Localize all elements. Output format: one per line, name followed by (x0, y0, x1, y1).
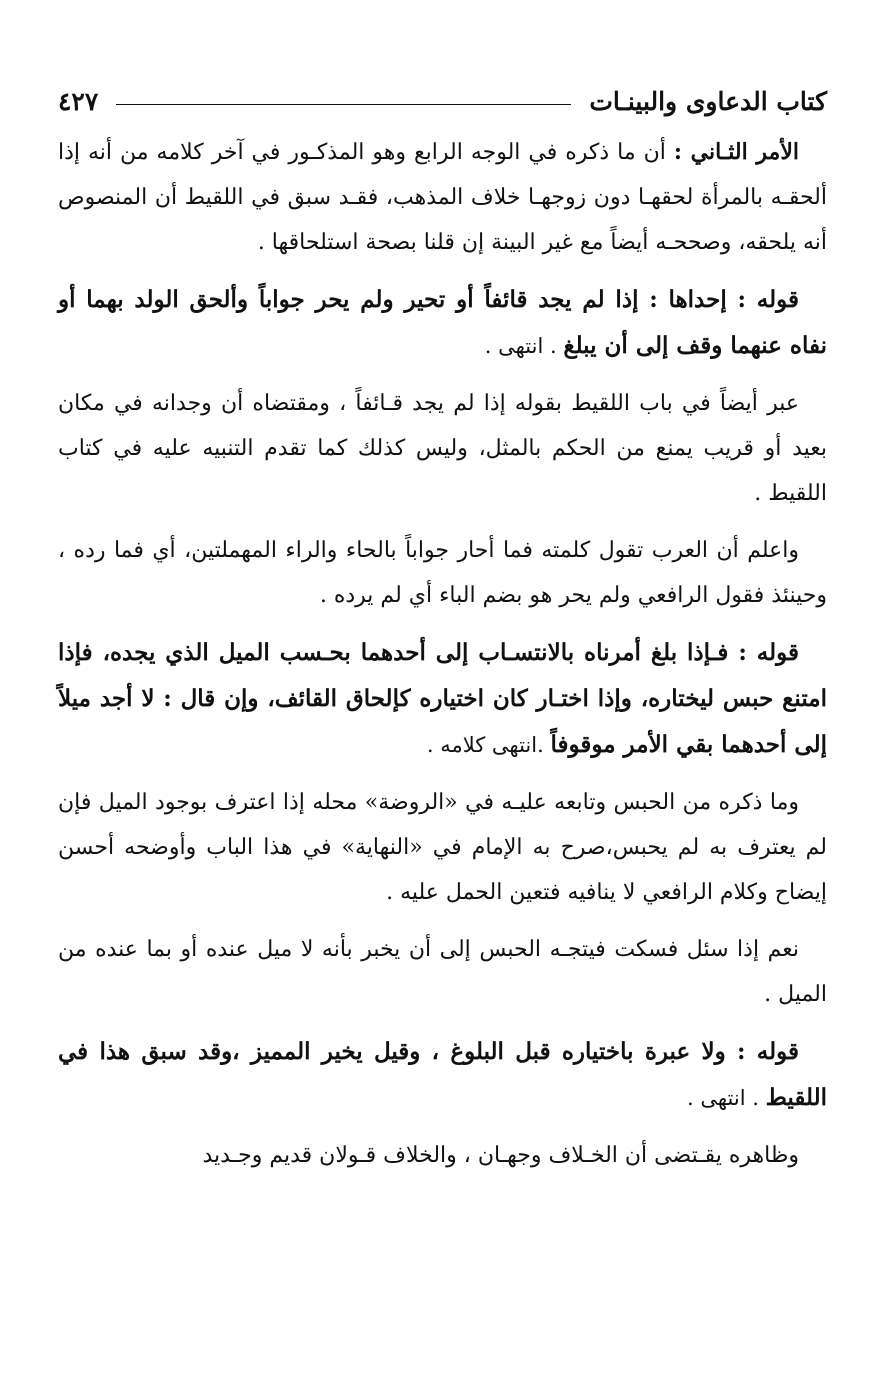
paragraph-2: عبر أيضاً في باب اللقيط بقوله إذا لم يجد قـائفاً ، ومقتضاه أن وجدانه في مكان بعيد أو قريب يمنع من الحكم بالمثل، وليس كذلك كما تقدم التنبيه عليه في كتاب اللقيط . (58, 391, 827, 506)
quote-2 (58, 630, 827, 768)
quote-3-end: . انتهى . (687, 1086, 766, 1110)
paragraph-1 (58, 130, 827, 265)
quote-1-end: . انتهى . (484, 334, 564, 358)
running-header (58, 80, 827, 122)
quote-1 (58, 277, 827, 369)
paragraph-1-lead: الأمر الثـاني : (673, 139, 799, 165)
paragraph-4: وما ذكره من الحبس وتابعه عليـه في «الروضة» محله إذا اعترف بوجود الميل فإن لم يعترف به لم يحبس،صرح به الإمام في «النهاية» في هذا الباب وأوضحه أحسن إيضاح وكلام الرافعي لا ينافيه فتعين الحمل عليه . (58, 790, 827, 905)
document-page (58, 80, 827, 1190)
paragraph-1-text: أن ما ذكره في الوجه الرابع وهو المذكـور في آخر كلامه من أنه إذا ألحقـه بالمرأة لحقهـا دون زوجهـا خلاف المذهب، فقـد سبق في اللقيط أن المنصوص أنه يلحقه، وصححـه أيضاً مع غير البينة إن قلنا بصحة استلحاقها . (58, 140, 827, 255)
quote-3 (58, 1029, 827, 1121)
paragraph-5: نعم إذا سئل فسكت فيتجـه الحبس إلى أن يخبر بأنه لا ميل عنده أو بما عنده من الميل . (58, 937, 827, 1007)
quote-2-bold: قوله : فـإذا بلغ أمرناه بالانتسـاب إلى أحدهما بحـسب الميل الذي يجده، فإذا امتنع حبس ليختاره، وإذا اختـار كان اختياره كإلحاق القائف، وإن قال : لا أجد ميلاً إلى أحدهما بقي الأمر موقوفاً (58, 639, 827, 758)
quote-3-bold: قوله : ولا عبرة باختياره قبل البلوغ ، وقيل يخير المميز ،وقد سبق هذا في اللقيط (58, 1038, 827, 1111)
page-number: ٤٢٧ (58, 86, 99, 116)
header-rule (116, 104, 571, 105)
chapter-title: كتاب الدعاوى والبينـات (589, 86, 827, 116)
paragraph-3: واعلم أن العرب تقول كلمته فما أحار جواباً بالحاء والراء المهملتين، أي فما رده ، وحينئذ فقول الرافعي ولم يحر هو بضم الباء أي لم يرده . (58, 538, 827, 608)
paragraph-6: وظاهره يقـتضى أن الخـلاف وجهـان ، والخلاف قـولان قديم وجـديد (202, 1143, 799, 1168)
quote-2-end: .انتهى كلامه . (426, 733, 551, 757)
quote-1-bold: قوله : إحداها : إذا لم يجد قائفاً أو تحير ولم يحر جواباً وألحق الولد بهما أو نفاه عنهما وقف إلى أن يبلغ (58, 286, 827, 359)
